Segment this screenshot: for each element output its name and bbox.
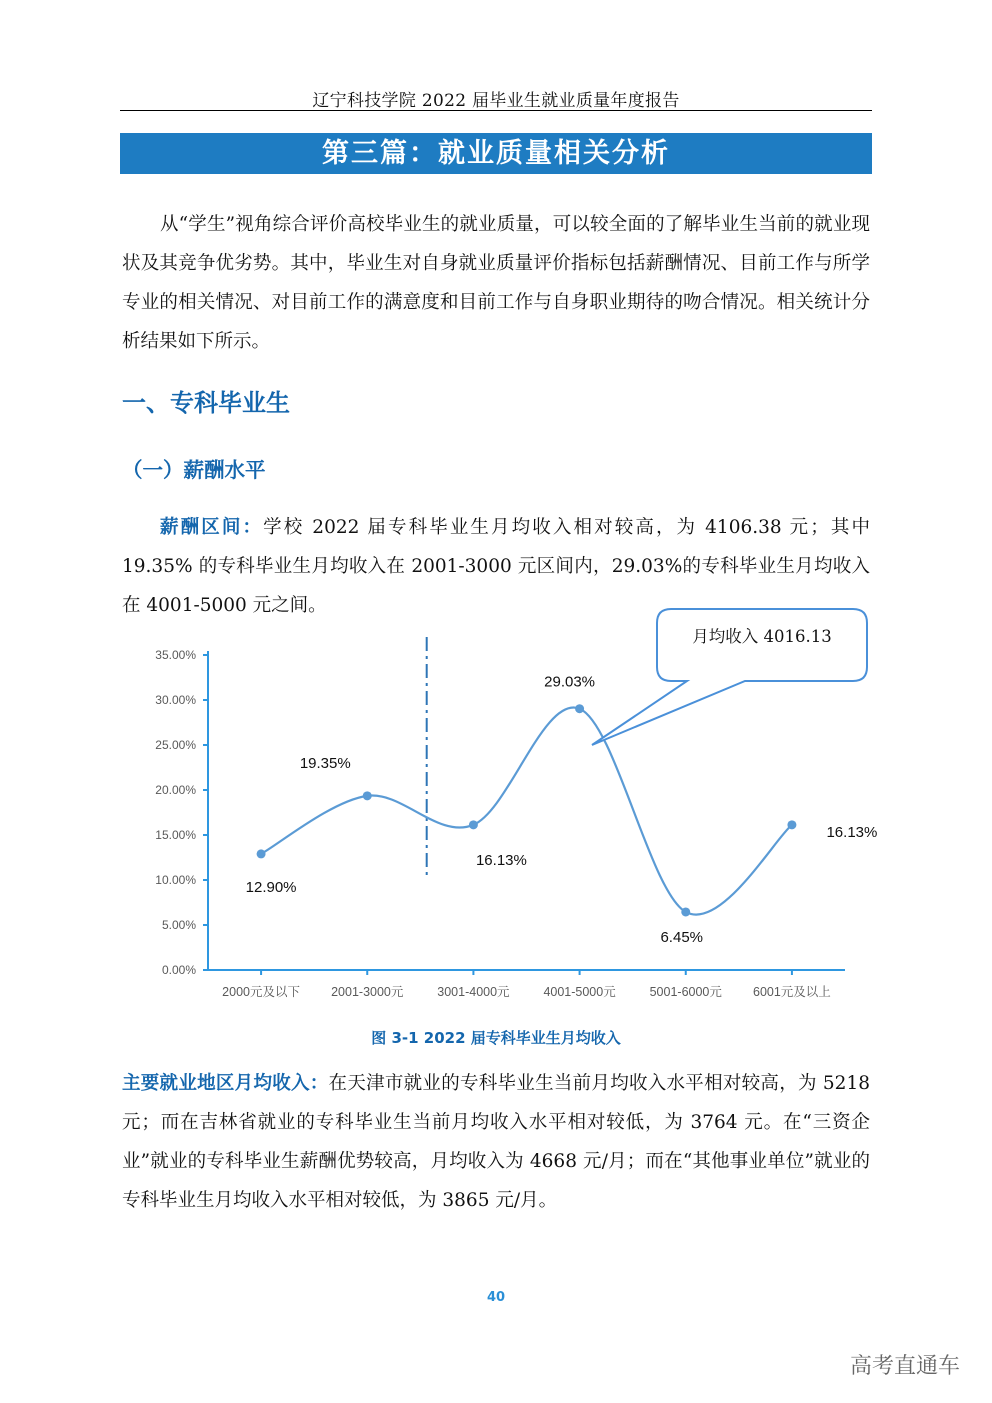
- data-point: [681, 907, 690, 916]
- data-point: [257, 849, 266, 858]
- chapter-banner: 第三篇：就业质量相关分析: [120, 133, 872, 174]
- x-tick-label: 2000元及以下: [222, 985, 300, 999]
- header-divider: [120, 110, 872, 111]
- region-paragraph: [122, 1064, 870, 1220]
- data-point: [363, 791, 372, 800]
- data-label: 12.90%: [245, 878, 297, 896]
- data-point: [787, 820, 796, 829]
- y-axis-ticks: [155, 648, 208, 977]
- average-callout: [592, 609, 867, 745]
- x-tick-label: 4001-5000元: [543, 985, 616, 999]
- y-tick-label: 30.00%: [155, 693, 196, 707]
- x-tick-label: 2001-3000元: [331, 985, 404, 999]
- data-point: [469, 820, 478, 829]
- series-line: [261, 707, 792, 914]
- y-tick-label: 0.00%: [161, 963, 196, 977]
- x-tick-label: 3001-4000元: [437, 985, 510, 999]
- salary-lead: 薪酬区间：: [160, 517, 264, 538]
- y-tick-label: 15.00%: [155, 828, 196, 842]
- callout-text: 月均收入 4016.13: [692, 627, 832, 646]
- x-tick-label: 5001-6000元: [649, 985, 722, 999]
- y-tick-label: 10.00%: [155, 873, 196, 887]
- salary-chart: [120, 605, 880, 1015]
- data-points: [257, 704, 797, 916]
- x-axis-ticks: [222, 970, 831, 999]
- data-labels: [246, 674, 878, 946]
- data-label: 19.35%: [299, 754, 351, 772]
- data-label: 16.13%: [475, 851, 527, 869]
- data-label: 16.13%: [826, 823, 878, 841]
- salary-line-chart: [120, 605, 880, 1015]
- y-tick-label: 35.00%: [155, 648, 196, 662]
- subsection-heading: （一）薪酬水平: [122, 458, 266, 482]
- data-point: [575, 704, 584, 713]
- data-label: 6.45%: [660, 928, 704, 946]
- salary-text: 学校 2022 届专科毕业生月均收入相对较高，为 4106.38 元；其中 19.35% 的专科毕业生月均收入在 2001-3000 元区间内，29.03%的专科毕业生月均收入在 4001-5000 元之间。: [122, 517, 870, 616]
- region-lead: 主要就业地区月均收入：: [122, 1073, 329, 1094]
- page-number: 40: [486, 1290, 506, 1305]
- figure-caption: 图 3-1 2022 届专科毕业生月均收入: [371, 1029, 621, 1047]
- x-tick-label: 6001元及以上: [753, 985, 831, 999]
- y-tick-label: 20.00%: [155, 783, 196, 797]
- data-label: 29.03%: [544, 673, 596, 691]
- y-tick-label: 5.00%: [161, 918, 196, 932]
- intro-paragraph: 从“学生”视角综合评价高校毕业生的就业质量，可以较全面的了解毕业生当前的就业现状及其竞争优劣势。其中，毕业生对自身就业质量评价指标包括薪酬情况、目前工作与所学专业的相关情况、对目前工作的满意度和目前工作与自身职业期待的吻合情况。相关统计分析结果如下所示。: [122, 214, 870, 352]
- page-header-title: 辽宁科技学院 2022 届毕业生就业质量年度报告: [312, 91, 680, 111]
- watermark: 高考直通车: [849, 1354, 960, 1379]
- y-tick-label: 25.00%: [155, 738, 196, 752]
- section-heading: 一、专科毕业生: [122, 389, 290, 417]
- region-text: 在天津市就业的专科毕业生当前月均收入水平相对较高，为 5218 元；而在吉林省就业的专科毕业生当前月均收入水平相对较低，为 3764 元。在“三资企业”就业的专科毕业生薪酬优势较高，月均收入为 4668 元/月；而在“其他事业单位”就业的专科毕业生月均收入水平相对较低，为 3865 元/月。: [122, 1073, 870, 1211]
